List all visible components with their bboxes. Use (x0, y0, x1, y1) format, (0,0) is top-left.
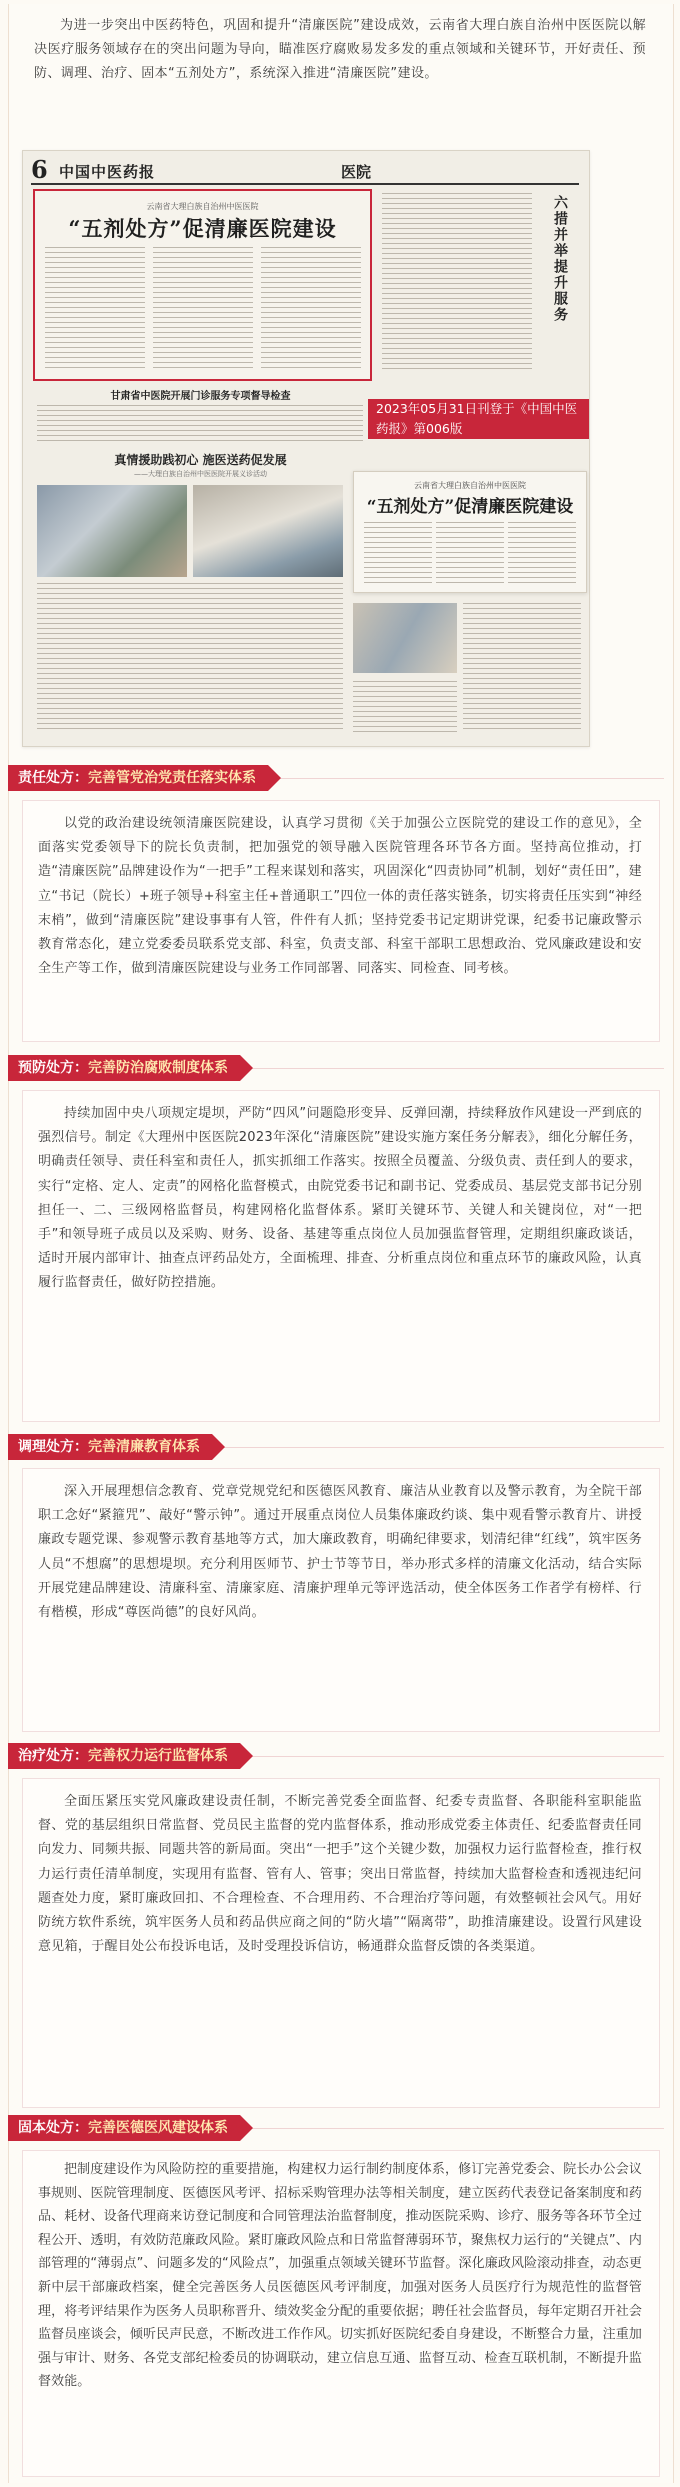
article-text-block (45, 247, 145, 371)
section-label-prefix: 调理处方： (18, 1439, 88, 1455)
section-label-prefix: 固本处方： (18, 2120, 88, 2136)
section-header-conditioning (8, 1432, 212, 1462)
zoomed-headline-card (353, 471, 587, 593)
article-text-block (463, 603, 581, 733)
zhenqing-article-subtitle: ——大理白族自治州中医医院开展义诊活动 (134, 470, 267, 478)
intro-paragraph: 为进一步突出中医药特色，巩固和提升“清廉医院”建设成效，云南省大理白族自治州中医医院以解决医疗服务领域存在的突出问题为导向，瞄准医疗腐败易发多发的重点领域和关键环节，开好责任、预防、调理、治疗、固本“五剂处方”，系统深入推进“清廉医院”建设。 (34, 18, 646, 81)
section-label (8, 2115, 240, 2141)
article-text-block (37, 583, 343, 733)
zoomed-headline: “五剂处方”促清廉医院建设 (366, 497, 574, 517)
highlighted-article (33, 189, 372, 381)
newspaper-clipping (22, 150, 590, 747)
zhenqing-article-headline: 真情援助践初心 施医送药促发展 (114, 453, 287, 467)
zoomed-subtitle: 云南省大理白族自治州中医医院 (414, 481, 526, 490)
clipping-paper-name: 中国中医药报 (59, 163, 156, 181)
article-text-block (353, 681, 457, 733)
highlighted-article-headline: “五剂处方”促清廉医院建设 (68, 216, 337, 241)
clipping-page-number: 6 (31, 155, 48, 184)
clipping-masthead (31, 157, 579, 185)
news-photo (193, 485, 343, 577)
article-text-block (153, 247, 253, 371)
side-article-headline: 六措并举提升服务 (552, 195, 568, 323)
section-label-prefix: 责任处方： (18, 770, 88, 786)
section-label-title: 完善医德医风建设体系 (88, 2120, 228, 2136)
section-label-title: 完善清廉教育体系 (88, 1439, 200, 1455)
section-header-treatment (8, 1741, 240, 1771)
gansu-article-headline: 甘肃省中医院开展门诊服务专项督导检查 (110, 391, 291, 402)
highlighted-article-subtitle: 云南省大理白族自治州中医医院 (146, 202, 259, 211)
article-text-block (382, 193, 532, 373)
section-label (8, 1743, 240, 1769)
article-text-block (436, 522, 504, 584)
article-text-block (508, 522, 576, 584)
article-text-block (261, 247, 361, 371)
section-body-conditioning: 深入开展理想信念教育、党章党规党纪和医德医风教育、廉洁从业教育以及警示教育，为全院干部职工念好“紧箍咒”、敲好“警示钟”。通过开展重点岗位人员集体廉政约谈、集中观看警示教育片、讲授廉政专题党课、参观警示教育基地等方式，加大廉政教育，明确纪律要求，划清纪律“红线”，筑牢医务人员“不想腐”的思想堤坝。充分利用医师节、护士节等节日，举办形式多样的清廉文化活动，结合实际开展党建品牌建设、清廉科室、清廉家庭、清廉护理单元等评选活动，使全体医务工作者学有榜样、行有楷模，形成“尊医尚德”的良好风尚。 (38, 1484, 642, 1621)
section-body-prevention: 持续加固中央八项规定堤坝，严防“四风”问题隐形变异、反弹回潮，持续释放作风建设一严到底的强烈信号。制定《大理州中医医院2023年深化“清廉医院”建设实施方案任务分解表》，细化分解任务，明确责任领导、责任科室和责任人，抓实抓细工作落实。按照全员覆盖、分级负责、责任到人的要求，实行“定格、定人、定责”的网格化监督模式，由院党委书记和副书记、党委成员、基层党支部书记分别担任一、二、三级网格监督员，构建网格化监督体系。紧盯关键环节、关键人和关键岗位，对“一把手”和领导班子成员以及采购、财务、设备、基建等重点岗位人员加强监督管理，定期组织廉政谈话，适时开展内部审计、抽查点评药品处方，全面梳理、排查、分析重点岗位和重点环节的廉政风险，认真履行监督责任，做好防控措施。 (38, 1106, 642, 1291)
clipping-section: 医院 (341, 163, 372, 181)
section-label-prefix: 预防处方： (18, 1060, 88, 1076)
section-label (8, 1055, 240, 1081)
section-header-foundation (8, 2113, 240, 2143)
section-body-responsibility: 以党的政治建设统领清廉医院建设，认真学习贯彻《关于加强公立医院党的建设工作的意见》，全面落实党委领导下的院长负责制，把加强党的领导融入医院管理各环节各方面。坚持高位推动，打造“清廉医院”品牌建设作为“一把手”工程来谋划和落实，巩固深化“四责协同”机制，划好“责任田”，建立“书记（院长）+班子领导+科室主任+普通职工”四位一体的责任落实链条，切实将责任压实到“神经末梢”，做到“清廉医院”建设事事有人管，件件有人抓；坚持党委书记定期讲党课，纪委书记廉政警示教育常态化，建立党委委员联系党支部、科室，负责支部、科室干部职工思想政治、党风廉政建设和安全生产等工作，做到清廉医院建设与业务工作同部署、同落实、同检查、同考核。 (38, 816, 642, 977)
section-header-responsibility (8, 763, 268, 793)
publication-banner: 2023年05月31日刊登于《中国中医药报》第006版 (368, 399, 589, 439)
article-text-block (37, 405, 363, 441)
section-body-foundation: 把制度建设作为风险防控的重要措施，构建权力运行制约制度体系，修订完善党委会、院长办公会议事规则、医院管理制度、医德医风考评、招标采购管理办法等相关制度，建立医药代表登记备案制度和药品、耗材、设备代理商来访登记制度和合同管理法治监督制度，推动医院采购、诊疗、服务等各环节全过程公开、透明，有效防范廉政风险。紧盯廉政风险点和日常监督薄弱环节，聚焦权力运行的“关键点”、内部管理的“薄弱点”、问题多发的“风险点”，加强重点领域关键环节监督。深化廉政风险滚动排查，动态更新中层干部廉政档案，健全完善医务人员医德医风考评制度，加强对医务人员医疗行为规范性的监督管理，将考评结果作为医务人员职称晋升、绩效奖金分配的重要依据；聘任社会监督员，每年定期召开社会监督员座谈会，倾听民声民意，不断改进工作作风。切实抓好医院纪委自身建设，不断整合力量，注重加强与审计、财务、各党支部纪检委员的协调联动，建立信息互通、监督互动、检查互联机制，不断提升监督效能。 (38, 2162, 642, 2390)
news-photo (353, 603, 457, 673)
section-body-treatment: 全面压紧压实党风廉政建设责任制，不断完善党委全面监督、纪委专责监督、各职能科室职能监督、党的基层组织日常监督、党员民主监督的党内监督体系，推动形成党委主体责任、纪委监督责任同向发力、同频共振、同题共答的新局面。突出“一把手”这个关键少数，加强权力运行监督检查，推行权力运行责任清单制度，实现用有监督、管有人、管事；突出日常监督，持续加大监督检查和透视违纪问题查处力度，紧盯廉政回扣、不合理检查、不合理用药、不合理治疗等问题，有效整顿社会风气。用好防统方软件系统，筑牢医务人员和药品供应商之间的“防火墙”“隔离带”，助推清廉建设。设置行风建设意见箱，于醒目处公布投诉电话，及时受理投诉信访，畅通群众监督反馈的各类渠道。 (38, 1794, 642, 1955)
news-photo (37, 485, 187, 577)
section-header-prevention (8, 1053, 240, 1083)
section-label (8, 1434, 212, 1460)
side-article (378, 189, 578, 377)
section-label-prefix: 治疗处方： (18, 1748, 88, 1764)
section-label-title: 完善管党治党责任落实体系 (88, 770, 256, 786)
article-text-block (364, 522, 432, 584)
section-label-title: 完善防治腐败制度体系 (88, 1060, 228, 1076)
section-label (8, 765, 268, 791)
section-label-title: 完善权力运行监督体系 (88, 1748, 228, 1764)
